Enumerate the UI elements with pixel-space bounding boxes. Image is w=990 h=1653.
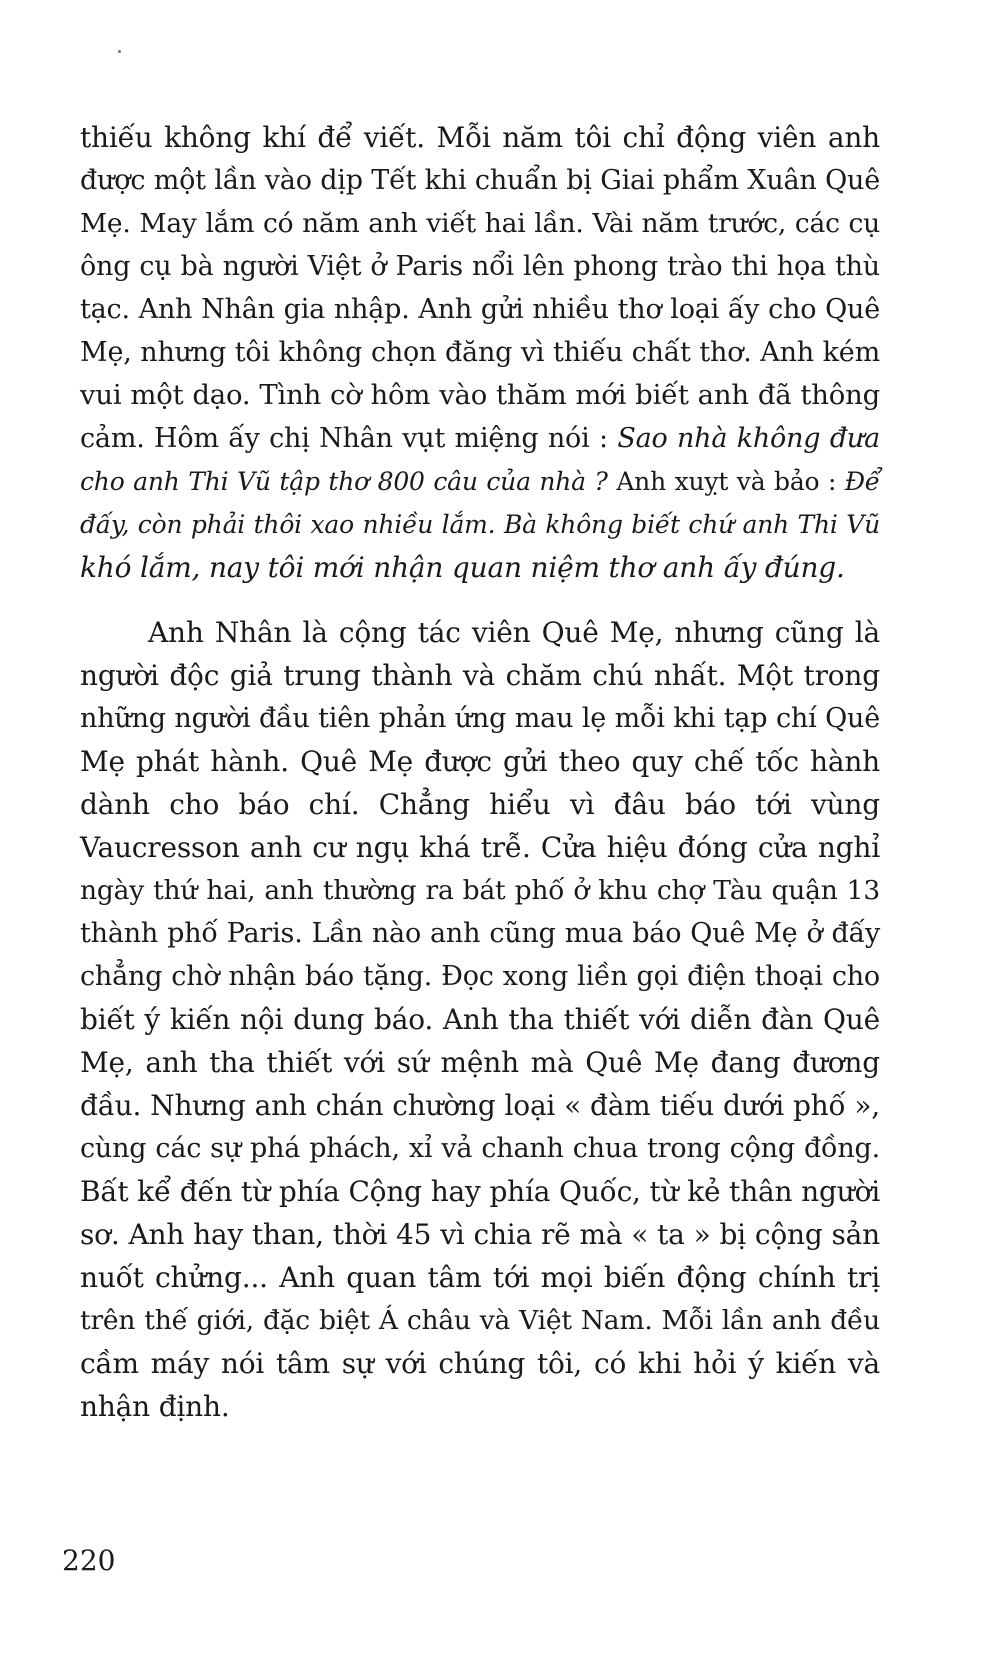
- text-line: sơ. Anh hay than, thời 45 vì chia rẽ mà « ta » bị cộng sản: [80, 1218, 880, 1251]
- text-line: Mẹ phát hành. Quê Mẹ được gửi theo quy chế tốc hành: [80, 745, 880, 778]
- text-line: cầm máy nói tâm sự với chúng tôi, có khi hỏi ý kiến và: [80, 1347, 880, 1380]
- text-line: những người đầu tiên phản ứng mau lẹ mỗi khi tạp chí Quê: [80, 703, 880, 734]
- text-line: được một lần vào dịp Tết khi chuẩn bị Giai phẩm Xuân Quê: [80, 165, 880, 196]
- text-line: tạc. Anh Nhân gia nhập. Anh gửi nhiều thơ loại ấy cho Quê: [80, 294, 880, 325]
- text-line: thiếu không khí để viết. Mỗi năm tôi chỉ động viên anh: [80, 121, 880, 154]
- paragraph-gap: [80, 589, 880, 611]
- italic-quote-segment: cho anh Thi Vũ tập thơ 800 câu của nhà ?: [80, 467, 608, 496]
- italic-quote-line: đấy, còn phải thôi xao nhiều lắm. Bà không biết chứ anh Thi Vũ: [80, 510, 880, 539]
- text-line: vui một dạo. Tình cờ hôm vào thăm mới biết anh đã thông: [80, 379, 880, 411]
- text-line: biết ý kiến nội dung báo. Anh tha thiết với diễn đàn Quê: [80, 1003, 880, 1036]
- text-line-mixed: [80, 460, 880, 503]
- text-line: ông cụ bà người Việt ở Paris nổi lên phong trào thi họa thù: [80, 251, 880, 282]
- body-text: [80, 116, 880, 1428]
- italic-quote-segment: Để: [844, 467, 880, 496]
- text-line: Mẹ, nhưng tôi không chọn đăng vì thiếu chất thơ. Anh kém: [80, 337, 880, 368]
- text-line: người độc giả trung thành và chăm chú nhất. Một trong: [80, 659, 880, 692]
- stray-ink-mark: [118, 50, 121, 53]
- text-line: cùng các sự phá phách, xỉ vả chanh chua trong cộng đồng.: [80, 1133, 880, 1164]
- text-line: Bất kể đến từ phía Cộng hay phía Quốc, từ kẻ thân người: [80, 1175, 880, 1208]
- text-line: thành phố Paris. Lần nào anh cũng mua báo Quê Mẹ ở đấy: [80, 918, 880, 949]
- paragraph-1: [80, 116, 880, 589]
- italic-quote-segment: Sao nhà không đưa: [617, 423, 880, 454]
- text-line: Mẹ. May lắm có năm anh viết hai lần. Vài năm trước, các cụ: [80, 208, 880, 239]
- text-segment: cảm. Hôm ấy chị Nhân vụt miệng nói :: [80, 423, 618, 454]
- text-line: nhận định.: [80, 1390, 230, 1423]
- text-line-mixed: [80, 417, 880, 460]
- text-line: ngày thứ hai, anh thường ra bát phố ở khu chợ Tàu quận 13: [80, 875, 880, 906]
- text-line: Mẹ, anh tha thiết với sứ mệnh mà Quê Mẹ đang đương: [80, 1046, 880, 1079]
- text-segment: Anh xuỵt và bảo :: [607, 467, 845, 496]
- paragraph-2: [80, 611, 880, 1428]
- italic-quote-line: khó lắm, nay tôi mới nhận quan niệm thơ anh ấy đúng.: [80, 551, 845, 584]
- text-line: dành cho báo chí. Chẳng hiểu vì đâu báo tới vùng: [80, 788, 880, 821]
- page-number: 220: [62, 1544, 116, 1577]
- text-line: Vaucresson anh cư ngụ khá trễ. Cửa hiệu đóng cửa nghỉ: [80, 831, 880, 864]
- text-line: nuốt chửng... Anh quan tâm tới mọi biến động chính trị: [80, 1261, 880, 1294]
- text-line: trên thế giới, đặc biệt Á châu và Việt Nam. Mỗi lần anh đều: [80, 1305, 880, 1336]
- text-line: Anh Nhân là cộng tác viên Quê Mẹ, nhưng cũng là: [148, 616, 880, 649]
- text-line: đầu. Nhưng anh chán chường loại « đàm tiếu dưới phố »,: [80, 1089, 880, 1122]
- text-line: chẳng chờ nhận báo tặng. Đọc xong liền gọi điện thoại cho: [80, 961, 880, 992]
